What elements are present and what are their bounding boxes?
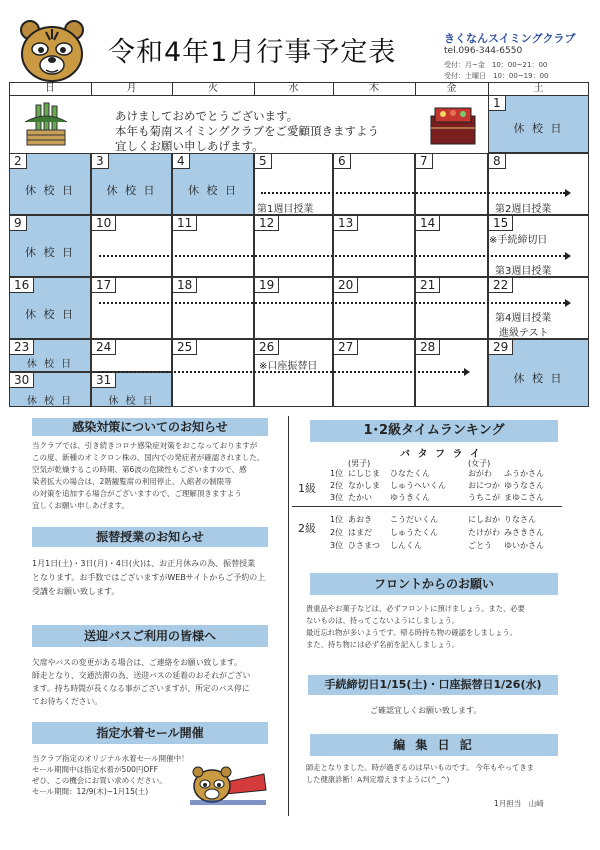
day-number: 1 bbox=[489, 96, 506, 111]
closed-label: 休 校 日 bbox=[25, 246, 75, 259]
weekday-mon: 月 bbox=[91, 82, 173, 96]
text-line: となります。お手数ではございますがWEBサイトからご予約の上 bbox=[32, 573, 266, 582]
text-line: 空気が乾燥するこの時期、第6波の危険性もございますので、感 bbox=[32, 465, 247, 474]
boy-surname: あおき bbox=[348, 515, 372, 524]
day-number: 20 bbox=[334, 278, 358, 293]
closed-label: 休 校 日 bbox=[513, 372, 564, 385]
bus-title: 送迎バスご利用の皆様へ bbox=[32, 625, 268, 647]
text-line: セール期間：12/9(木)~1月15(土) bbox=[32, 787, 149, 796]
day-number: 13 bbox=[334, 216, 358, 231]
day-cell bbox=[9, 277, 91, 339]
new-year-greeting bbox=[115, 109, 379, 154]
day-number: 3 bbox=[92, 154, 109, 169]
rank-position: 3位 bbox=[330, 493, 344, 502]
closed-label: 休 校 日 bbox=[106, 184, 157, 197]
text-line: 受講をお願い致します。 bbox=[32, 587, 120, 596]
text-line: 貴重品やお菓子などは、必ずフロントに預けましょう。また、必要 bbox=[306, 604, 525, 613]
text-line: 欠席やバスの変更がある場合は、ご連絡をお願い致します。 bbox=[32, 658, 242, 667]
day-cell bbox=[91, 153, 172, 215]
closed-label: 休 校 日 bbox=[26, 396, 74, 407]
editor-body bbox=[306, 762, 534, 786]
day-number: 8 bbox=[489, 154, 506, 169]
day-cell bbox=[91, 339, 172, 372]
greeting-line: 宜しくお願い申しあげます。 bbox=[115, 139, 264, 153]
editor-title: 編 集 日 記 bbox=[310, 734, 558, 756]
day-cell bbox=[488, 95, 589, 153]
day-cell bbox=[333, 339, 415, 407]
girl-surname: おがわ bbox=[468, 469, 492, 478]
kadomatsu-icon bbox=[17, 102, 75, 148]
text-line: 当クラブ指定のオリジナル水着セール開催中！ bbox=[32, 754, 189, 763]
day-cell bbox=[415, 153, 488, 215]
text-line: 最近忘れ物が多いようです。帰る時持ち物の確認をしましょう。 bbox=[306, 628, 518, 637]
weekday-wed: 水 bbox=[254, 82, 334, 96]
day-cell bbox=[91, 372, 172, 407]
week3-lesson-label: 第3週目授業 bbox=[495, 266, 552, 277]
closed-label: 休 校 日 bbox=[188, 184, 238, 197]
weekday-fri: 金 bbox=[415, 82, 489, 96]
girl-given-name: みさきさん bbox=[504, 528, 544, 537]
arrow-head-icon bbox=[464, 368, 470, 376]
day-cell bbox=[9, 153, 91, 215]
grade1-label: 1級 bbox=[298, 482, 316, 495]
osechi-box-icon bbox=[427, 104, 479, 146]
day-number: 21 bbox=[416, 278, 440, 293]
club-phone: tel.096-344-6550 bbox=[444, 46, 523, 56]
text-line: ぜひ、この機会にお買い求めください。 bbox=[32, 776, 167, 785]
ranking-title: 1･2級タイムランキング bbox=[310, 420, 558, 442]
rank-position: 3位 bbox=[330, 541, 344, 550]
deadline-title: 手続締切日1/15(土)・口座振替日1/26(水) bbox=[308, 675, 558, 695]
text-line: ます。持ち時間が長くなる事がございますが、所定のバス停に bbox=[32, 684, 250, 693]
lesson-arrow-line bbox=[99, 255, 565, 257]
girl-surname: ごとう bbox=[468, 541, 492, 550]
text-line: 染者拡大の場合は、2階観覧席の利用停止、入館者の制限等 bbox=[32, 477, 232, 486]
swimming-tiger-icon bbox=[186, 760, 270, 808]
text-line: 師走となりました。時が過ぎるのは早いものです。 今年もやってきま bbox=[306, 763, 534, 772]
deadline-body: ご確認宜しくお願い致します。 bbox=[370, 706, 482, 715]
day-number: 26 bbox=[255, 340, 279, 355]
weekday-tue: 火 bbox=[172, 82, 255, 96]
day-number: 30 bbox=[10, 373, 34, 388]
boy-surname: ひさまつ bbox=[348, 541, 380, 550]
greeting-line: あけましておめでとうございます。 bbox=[115, 109, 299, 123]
day-number: 29 bbox=[489, 340, 513, 355]
text-line: ないものは、持ってこないようにしましょう。 bbox=[306, 616, 460, 625]
day-cell bbox=[415, 215, 488, 277]
day-number: 22 bbox=[489, 278, 513, 293]
hours-saturday: 受付：土曜日 10：00~19：00 bbox=[444, 72, 549, 80]
rank-position: 2位 bbox=[330, 481, 344, 490]
rank-position: 2位 bbox=[330, 528, 344, 537]
day-number: 11 bbox=[173, 216, 197, 231]
boy-given-name: ひなたくん bbox=[390, 469, 430, 478]
text-line: の対策を追加する場合がございますので、ご理解頂きますよう bbox=[32, 489, 242, 498]
closed-label: 休 校 日 bbox=[25, 184, 75, 197]
boy-given-name: しゅうたくん bbox=[390, 528, 438, 537]
rank-position: 1位 bbox=[330, 515, 344, 524]
day-cell bbox=[9, 215, 91, 277]
boy-given-name: しゅうへいくん bbox=[390, 481, 446, 490]
text-line: また、持ち物には必ず名前を記入しましょう。 bbox=[306, 640, 460, 649]
weekday-sun: 日 bbox=[9, 82, 92, 96]
day-cell bbox=[91, 215, 172, 277]
page-title: 令和4年1月行事予定表 bbox=[108, 37, 397, 68]
day-number: 25 bbox=[173, 340, 197, 355]
day-number: 4 bbox=[173, 154, 190, 169]
closed-label: 休 校 日 bbox=[26, 359, 74, 370]
infection-title: 感染対策についてのお知らせ bbox=[32, 418, 268, 436]
girl-surname: うちこが bbox=[468, 493, 500, 502]
boy-given-name: しんくん bbox=[390, 541, 422, 550]
day-number: 16 bbox=[10, 278, 34, 293]
day-cell bbox=[333, 277, 415, 339]
lesson-arrow-line bbox=[99, 371, 464, 373]
day-cell bbox=[254, 339, 333, 407]
boy-surname: はまだ bbox=[348, 528, 372, 537]
text-line: セール期間中は指定水着が500円OFF bbox=[32, 765, 158, 774]
day-cell bbox=[172, 339, 254, 407]
greeting-line: 本年も菊南スイミングクラブをご愛顧頂きますよう bbox=[115, 124, 380, 138]
text-line: 当クラブでは、引き続きコロナ感染症対策をおこなっておりますが bbox=[32, 441, 258, 450]
day-cell bbox=[488, 339, 589, 407]
day-number: 6 bbox=[334, 154, 351, 169]
day-number: 27 bbox=[334, 340, 358, 355]
closed-label: 休 校 日 bbox=[108, 396, 155, 407]
text-line: 師走となり、交通渋滞の為、送迎バスの延着のおそれがござい bbox=[32, 671, 251, 680]
text-line: この度、新種のオミクロン株の、国内での発症者が確認されました。 bbox=[32, 453, 265, 462]
column-divider bbox=[288, 416, 289, 816]
week2-lesson-label: 第2週目授業 bbox=[495, 204, 552, 215]
weekday-thu: 木 bbox=[333, 82, 416, 96]
girl-given-name: りなさん bbox=[504, 515, 536, 524]
editor-signature: 1月担当 山﨑 bbox=[494, 799, 544, 808]
lesson-arrow-line bbox=[261, 192, 565, 194]
day-number: 10 bbox=[92, 216, 116, 231]
deadline-note: ※手続締切日 bbox=[489, 235, 548, 246]
closed-label: 休 校 日 bbox=[513, 122, 564, 135]
day-cell bbox=[172, 215, 254, 277]
day-number: 14 bbox=[416, 216, 440, 231]
girl-given-name: まゆこさん bbox=[504, 493, 544, 502]
club-name: きくなんスイミングクラブ bbox=[444, 32, 576, 45]
day-number: 9 bbox=[10, 216, 27, 231]
girls-label: (女子) bbox=[468, 459, 491, 468]
text-line: 1月1日(土)・3日(月)・4日(火)は、お正月休みの為、振替授業 bbox=[32, 559, 256, 568]
grade2-label: 2級 bbox=[298, 522, 316, 535]
day-cell bbox=[9, 372, 91, 407]
girl-given-name: ふうかさん bbox=[504, 469, 544, 478]
arrow-head-icon bbox=[565, 189, 571, 197]
day-number: 7 bbox=[416, 154, 433, 169]
rank-position: 1位 bbox=[330, 469, 344, 478]
hours-weekday: 受付：月~金 10：00~21：00 bbox=[444, 61, 548, 69]
girl-given-name: ゆいかさん bbox=[504, 541, 544, 550]
bus-body bbox=[32, 656, 250, 708]
day-cell bbox=[254, 277, 333, 339]
boy-given-name: ゆうきくん bbox=[390, 493, 430, 502]
day-cell bbox=[333, 153, 415, 215]
sale-title: 指定水着セール開催 bbox=[32, 722, 268, 744]
closed-label: 休 校 日 bbox=[25, 308, 75, 321]
lesson-arrow-line bbox=[99, 302, 565, 304]
day-cell bbox=[254, 215, 333, 277]
payment-day-note: ※口座振替日 bbox=[259, 361, 318, 372]
day-number: 24 bbox=[92, 340, 116, 355]
arrow-head-icon bbox=[565, 299, 571, 307]
level-test-label: 進級テスト bbox=[499, 328, 549, 339]
girl-given-name: ゆうなさん bbox=[504, 481, 544, 490]
makeup-title: 振替授業のお知らせ bbox=[32, 527, 268, 547]
day-number: 31 bbox=[92, 373, 116, 388]
text-line: 宜しくお願い申しあげます。 bbox=[32, 501, 129, 510]
makeup-body bbox=[32, 557, 265, 599]
day-cell bbox=[91, 277, 172, 339]
front-body bbox=[306, 603, 525, 651]
grade-divider bbox=[292, 506, 562, 507]
day-cell bbox=[172, 277, 254, 339]
girl-surname: にしおか bbox=[468, 515, 500, 524]
boy-given-name: こうだいくん bbox=[390, 515, 438, 524]
day-number: 28 bbox=[416, 340, 440, 355]
boys-label: (男子) bbox=[348, 459, 371, 468]
day-number: 19 bbox=[255, 278, 279, 293]
day-number: 23 bbox=[10, 340, 34, 355]
day-number: 17 bbox=[92, 278, 116, 293]
day-number: 5 bbox=[255, 154, 272, 169]
boy-surname: たかい bbox=[348, 493, 372, 502]
arrow-head-icon bbox=[565, 252, 571, 260]
day-number: 2 bbox=[10, 154, 27, 169]
day-cell bbox=[9, 339, 91, 372]
day-cell bbox=[415, 339, 488, 407]
day-cell bbox=[415, 277, 488, 339]
boy-surname: にしじま bbox=[348, 469, 380, 478]
day-cell bbox=[172, 153, 254, 215]
sale-body bbox=[32, 753, 189, 797]
day-number: 15 bbox=[489, 216, 513, 231]
text-line: てお待ちください。 bbox=[32, 697, 103, 706]
front-title: フロントからのお願い bbox=[310, 573, 558, 595]
week4-lesson-label: 第4週目授業 bbox=[495, 313, 552, 324]
weekday-sat: 土 bbox=[488, 82, 589, 96]
week1-lesson-label: 第1週目授業 bbox=[257, 204, 314, 215]
tiger-mascot-logo bbox=[16, 16, 88, 88]
girl-surname: おにつか bbox=[468, 481, 500, 490]
day-cell bbox=[333, 215, 415, 277]
day-number: 12 bbox=[255, 216, 279, 231]
text-line: した健康診断！A判定増えますように(^_^) bbox=[306, 775, 450, 784]
girl-surname: たけがわ bbox=[468, 528, 500, 537]
day-number: 18 bbox=[173, 278, 197, 293]
infection-body bbox=[32, 440, 264, 512]
boy-surname: なかしま bbox=[348, 481, 380, 490]
event-calendar bbox=[9, 82, 589, 407]
ranking-event: バ タ フ ラ イ bbox=[400, 449, 482, 460]
